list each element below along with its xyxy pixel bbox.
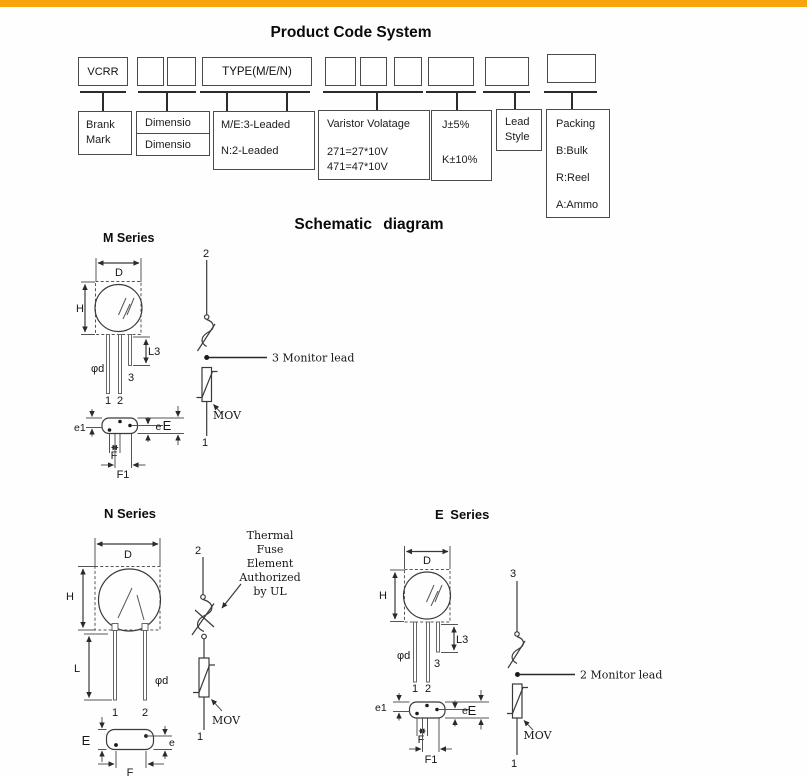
dim-label-l3: L3 <box>456 634 469 646</box>
m-series-title: M Series <box>103 231 155 245</box>
circuit-pin-2: 2 <box>202 248 210 260</box>
thermal-note-line: Authorized <box>239 571 301 584</box>
pin-label-3: 3 <box>433 658 441 670</box>
code-box-dim-1 <box>137 57 164 86</box>
code-box-voltage-1 <box>325 57 356 86</box>
connector-line <box>286 93 288 111</box>
m-series-diagram <box>70 246 370 480</box>
dim-label-d: D <box>423 555 431 567</box>
thermal-note-line: by UL <box>253 585 287 598</box>
pin-label-1: 1 <box>411 683 419 695</box>
monitor-lead-label: 3 Monitor lead <box>272 351 355 365</box>
dim-label-d: D <box>124 549 132 561</box>
code-box-type: TYPE(M/E/N) <box>202 57 312 86</box>
n-circuit-symbol <box>192 545 241 743</box>
code-box-voltage-2 <box>360 57 387 86</box>
thermal-note-arrow <box>222 584 241 608</box>
circuit-pin-1: 1 <box>510 758 518 770</box>
dim-label-E: E <box>81 733 91 748</box>
dim-label-h: H <box>76 303 84 315</box>
code-box-voltage-3 <box>394 57 422 86</box>
desc-line: 271=27*10V <box>327 146 388 158</box>
pin-label-1: 1 <box>104 395 112 407</box>
mov-varistor-symbol <box>199 658 209 697</box>
circuit-pin-3: 3 <box>509 568 517 580</box>
disc-lead-bends <box>427 585 443 606</box>
dim-label-h: H <box>66 591 74 603</box>
e-disc-front-view <box>379 546 468 695</box>
desc-line: A:Ammo <box>556 199 599 211</box>
circuit-pin-1: 1 <box>201 437 209 449</box>
pin-label-2: 2 <box>141 707 149 719</box>
circuit-pin-1: 1 <box>196 731 204 743</box>
connector-line <box>456 93 458 111</box>
dim-label-e: e <box>462 705 468 717</box>
connector-line <box>376 93 378 111</box>
dim-label-e: e <box>169 737 175 749</box>
connector-line <box>166 93 168 111</box>
thermal-note-line: Element <box>246 557 294 570</box>
monitor-lead-label: 2 Monitor lead <box>580 668 663 682</box>
dim-label-e: e <box>155 421 162 433</box>
e-bottom-view <box>375 690 489 766</box>
page-title: Product Code System <box>270 24 432 41</box>
pin-label-3: 3 <box>127 372 135 384</box>
desc-varistor-voltage <box>318 110 430 180</box>
disc-lead-bends <box>118 588 144 620</box>
desc-line: Style <box>505 131 530 143</box>
dim-label-f1: F1 <box>116 469 130 481</box>
dim-label-l3: L3 <box>148 346 161 358</box>
e-series-diagram <box>370 500 680 778</box>
desc-line: N:2-Leaded <box>221 145 279 157</box>
desc-line: B:Bulk <box>556 145 588 157</box>
pin-label-2: 2 <box>116 395 124 407</box>
desc-line: Brank <box>86 119 115 131</box>
dim-label-f: F <box>417 734 425 746</box>
dim-label-e1: e1 <box>375 702 387 714</box>
pin-label-1: 1 <box>111 707 119 719</box>
group-underline <box>426 91 476 93</box>
desc-line: K±10% <box>442 154 478 166</box>
desc-line: J±5% <box>442 119 470 131</box>
desc-line: Mark <box>86 134 111 146</box>
dim-label-f1: F1 <box>424 754 438 766</box>
desc-line: M/E:3-Leaded <box>221 119 291 131</box>
dim-label-f: F <box>110 450 118 462</box>
desc-tolerance <box>431 110 492 181</box>
mov-label: MOV <box>213 409 242 422</box>
mov-label: MOV <box>523 729 552 742</box>
thermal-note-line: Fuse <box>256 543 284 556</box>
code-box-packing <box>547 54 596 83</box>
thermal-note-line: Thermal <box>246 529 294 542</box>
desc-line: Varistor Volatage <box>327 118 410 130</box>
code-box-lead-style <box>485 57 529 86</box>
dim-label-E: E <box>467 703 477 718</box>
dim-label-phi-d: φd <box>91 363 105 375</box>
group-underline <box>323 91 423 93</box>
mov-label: MOV <box>212 714 241 727</box>
dim-label-E: E <box>162 418 172 433</box>
group-underline <box>200 91 310 93</box>
m-circuit-symbol <box>197 248 355 449</box>
desc-line: R:Reel <box>556 172 590 184</box>
e-series-title: E Series <box>435 507 490 522</box>
dim-label-d: D <box>115 267 123 279</box>
circuit-pin-2: 2 <box>194 545 202 557</box>
e-circuit-symbol <box>507 568 662 770</box>
top-accent-bar <box>0 0 807 7</box>
n-series-title: N Series <box>104 506 157 521</box>
desc-packing <box>546 109 610 218</box>
desc-brank-mark <box>78 111 132 155</box>
connector-line <box>226 93 228 111</box>
m-bottom-view <box>74 406 184 481</box>
desc-type <box>213 111 315 170</box>
pin-label-2: 2 <box>424 683 432 695</box>
n-series-diagram <box>60 500 320 778</box>
schematic-title: Schematic diagram <box>294 216 444 233</box>
desc-dimension-bottom: Dimensio <box>136 133 210 156</box>
group-underline <box>483 91 530 93</box>
dim-label-phi-d: φd <box>397 650 411 662</box>
thermal-fuse-symbol <box>198 600 212 632</box>
desc-dimension-top: Dimensio <box>136 111 210 134</box>
desc-line: Packing <box>556 118 596 130</box>
dim-label-f: F <box>126 767 134 778</box>
dim-label-l: L <box>73 663 81 675</box>
dim-label-phi-d: φd <box>155 675 169 687</box>
code-box-tolerance <box>428 57 474 86</box>
desc-lead-style <box>496 109 542 151</box>
code-box-dim-2 <box>167 57 196 86</box>
dim-label-e1: e1 <box>74 422 86 434</box>
m-disc-front-view <box>76 258 160 407</box>
dim-label-h: H <box>379 590 387 602</box>
code-box-prefix: VCRR <box>78 57 128 86</box>
desc-line: Lead <box>505 116 530 128</box>
connector-line <box>102 93 104 111</box>
disc-lead-bends <box>119 298 135 319</box>
n-disc-front-view <box>66 538 168 719</box>
n-thermal-note <box>222 529 301 608</box>
n-bottom-view <box>82 717 175 778</box>
desc-line: 471=47*10V <box>327 161 388 173</box>
